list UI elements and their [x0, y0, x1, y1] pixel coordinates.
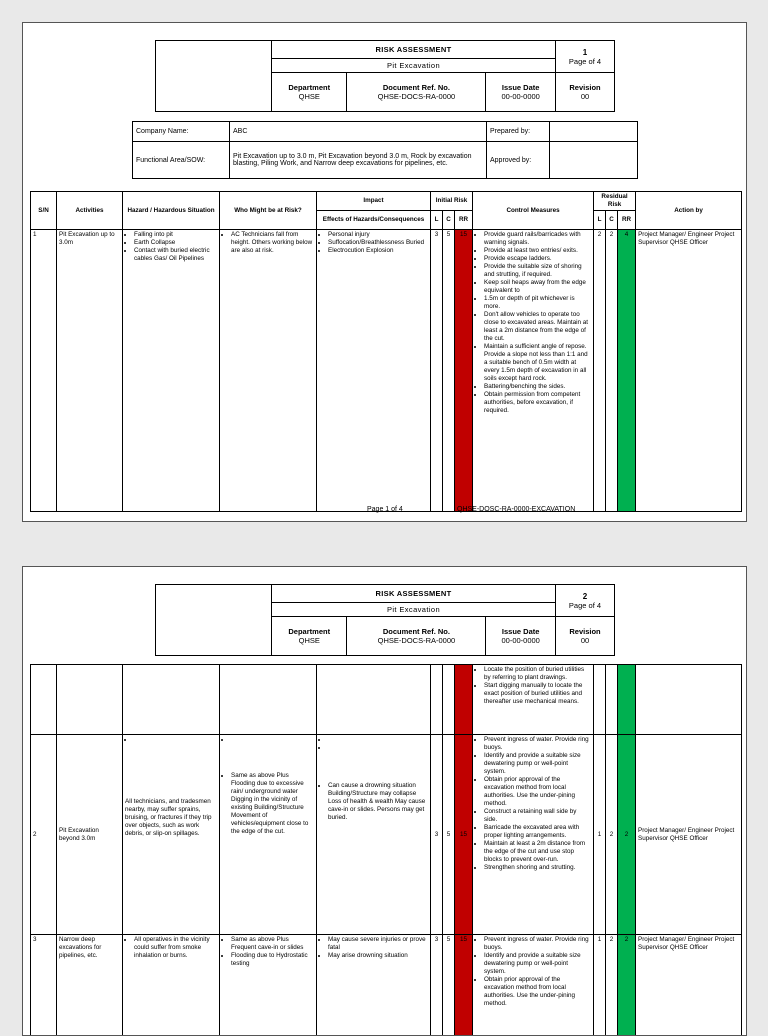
list-item: • Electrocution Explosion: [328, 247, 428, 255]
row-controls: [473, 665, 594, 735]
list-item: • Barricade the excavated area with proper lighting arrangements.: [484, 824, 591, 840]
initial-l: 3: [431, 935, 443, 1036]
row-sn: 1: [31, 230, 57, 512]
row-effects: [317, 735, 431, 935]
list-item: • Strengthen shoring and strutting.: [484, 864, 591, 872]
docref-label: Document Ref. No.: [347, 627, 485, 636]
department-cell: [272, 617, 347, 656]
list-item: • Flooding due to Hydrostatic testing: [231, 952, 314, 968]
row-activity: Pit Excavation beyond 3.0m: [57, 735, 123, 935]
page-indicator: [556, 41, 615, 73]
department-cell: [272, 73, 347, 112]
department-label: Department: [272, 83, 346, 92]
prepared-by-value: [550, 122, 638, 142]
row-controls: [473, 935, 594, 1036]
list-item: • Prevent ingress of water. Provide ring buoys.: [484, 736, 591, 752]
row-activity: Pit Excavation up to 3.0m: [57, 230, 123, 512]
col-initial-l: L: [431, 211, 443, 230]
department-value: QHSE: [272, 92, 346, 101]
page-number: 2: [556, 592, 614, 601]
residual-rr-badge: 2: [618, 735, 636, 935]
residual-rr-badge: 4: [618, 230, 636, 512]
initial-rr-badge: 15: [455, 230, 473, 512]
col-residual-risk: Residual Risk: [594, 192, 636, 211]
row-hazards: [123, 935, 220, 1036]
list-item: • Provide escape ladders.: [484, 255, 591, 263]
list-item: • Don't allow vehicles to operate too close to excavated areas. Maintain at least a 2m distance from the edge of the cut.: [484, 311, 591, 343]
col-initial-rr: RR: [455, 211, 473, 230]
issue-date-label: Issue Date: [486, 83, 555, 92]
footer-ref: QHSE-DOSC-RA-0000-EXCAVATION: [457, 506, 575, 513]
risk-table: [30, 191, 742, 512]
effects-text: Building/Structure may collapse Loss of health & wealth May cause cave-in or slides. Persons may get buried.: [319, 790, 428, 822]
residual-c: 2: [606, 735, 618, 935]
row-effects: [317, 935, 431, 1036]
list-item: • Identify and provide a suitable size dewatering pump or well-point system.: [484, 952, 591, 976]
residual-rr-badge: [618, 665, 636, 735]
initial-rr-badge: 15: [455, 735, 473, 935]
list-item: • All operatives in the vicinity could suffer from smoke inhalation or burns.: [134, 936, 217, 960]
initial-rr-badge: [455, 665, 473, 735]
footer-page: Page 1 of 4: [367, 506, 403, 513]
list-item: • AC Technicians fall from height. Others working below are also at risk.: [231, 231, 314, 255]
revision-label: Revision: [556, 627, 614, 636]
initial-c: 5: [443, 230, 455, 512]
page-total: of 4: [589, 601, 602, 610]
list-item: • Provide guard rails/barricades with warning signals.: [484, 231, 591, 247]
initial-l: 3: [431, 735, 443, 935]
list-item: • Identify and provide a suitable size dewatering pump or well-point system.: [484, 752, 591, 776]
list-item: • Provide at least two entries/ exits.: [484, 247, 591, 255]
initial-l: 3: [431, 230, 443, 512]
list-item: • Falling into pit: [134, 231, 217, 239]
hazard-text: All technicians, and tradesmen nearby, may suffer sprains, bruising, or fractures if they trip over objects, such as work debris, or slip-on spillages.: [125, 798, 217, 838]
row-hazards: [123, 735, 220, 935]
residual-c: 2: [606, 935, 618, 1036]
list-item: • Prevent ingress of water. Provide ring buoys.: [484, 936, 591, 952]
docref-cell: [347, 73, 486, 112]
row-action: Project Manager/ Engineer Project Supervisor QHSE Officer: [636, 735, 742, 935]
list-item: • Personal injury: [328, 231, 428, 239]
col-impact: Impact: [317, 192, 431, 211]
row-sn: 2: [31, 735, 57, 935]
col-action: Action by: [636, 192, 742, 230]
initial-c: 5: [443, 935, 455, 1036]
row-who: [220, 230, 317, 512]
residual-c: 2: [606, 230, 618, 512]
document-header: [155, 40, 615, 112]
list-item: • Same as above Plus Frequent cave-in or slides: [231, 936, 314, 952]
residual-rr-badge: 2: [618, 935, 636, 1036]
logo-area: [156, 585, 272, 656]
list-item: • Locate the position of buried utilities by referring to plant drawings.: [484, 666, 591, 682]
docref-label: Document Ref. No.: [347, 83, 485, 92]
row-effects: [317, 230, 431, 512]
risk-table-continued: [30, 664, 742, 1036]
list-item: • Maintain a sufficient angle of repose. Provide a slope not less than 1:1 and a suitable bench of 0.5m width at every 1.5m depth of excavation in all soils except hard rock.: [484, 343, 591, 383]
list-item: • Obtain prior approval of the excavation method from local authorities. Use the under-pining method.: [484, 976, 591, 1008]
col-who: Who Might be at Risk?: [220, 192, 317, 230]
page-label: Page: [569, 601, 587, 610]
col-control: Control Measures: [473, 192, 594, 230]
revision-value: 00: [556, 636, 614, 645]
list-item: • Can cause a drowning situation: [328, 782, 428, 790]
logo-area: [156, 41, 272, 112]
issue-date-value: 00-00-0000: [486, 92, 555, 101]
list-item: [134, 736, 217, 744]
row-who: [220, 735, 317, 935]
functional-area-label: Functional Area/SOW:: [133, 142, 230, 179]
docref-value: QHSE-DOCS-RA-0000: [347, 92, 485, 101]
row-action: Project Manager/ Engineer Project Supervisor QHSE Officer: [636, 935, 742, 1036]
issue-date-cell: [486, 617, 556, 656]
page-number: 1: [556, 48, 614, 57]
list-item: • May cause severe injuries or prove fatal: [328, 936, 428, 952]
docref-value: QHSE-DOCS-RA-0000: [347, 636, 485, 645]
table-row: [31, 735, 742, 935]
company-name-value: ABC: [230, 122, 487, 142]
col-hazard: Hazard / Hazardous Situation: [123, 192, 220, 230]
list-item: • Suffocation/Breathlessness Buried: [328, 239, 428, 247]
col-effects: Effects of Hazards/Consequences: [317, 211, 431, 230]
table-row: [31, 230, 742, 512]
document-subtitle: Pit Excavation: [272, 603, 556, 617]
department-value: QHSE: [272, 636, 346, 645]
residual-l: 2: [594, 230, 606, 512]
document-subtitle: Pit Excavation: [272, 59, 556, 73]
prepared-by-label: Prepared by:: [487, 122, 550, 142]
issue-date-label: Issue Date: [486, 627, 555, 636]
col-initial-risk: Initial Risk: [431, 192, 473, 211]
issue-date-cell: [486, 73, 556, 112]
list-item: • 1.5m or depth of pit whichever is more.: [484, 295, 591, 311]
list-item: • Obtain prior approval of the excavation method from local authorities. Use the under-pining method.: [484, 776, 591, 808]
list-item: • Battering/benching the sides.: [484, 383, 591, 391]
list-item: • Provide the suitable size of shoring and strutting, if required.: [484, 263, 591, 279]
document-page-1: [22, 22, 747, 522]
residual-l: 1: [594, 735, 606, 935]
col-residual-rr: RR: [618, 211, 636, 230]
list-item: • Construct a retaining wall side by side.: [484, 808, 591, 824]
document-title: RISK ASSESSMENT: [272, 585, 556, 603]
initial-c: 5: [443, 735, 455, 935]
row-controls: [473, 230, 594, 512]
document-header: [155, 584, 615, 656]
row-sn: 3: [31, 935, 57, 1036]
initial-rr-badge: 15: [455, 935, 473, 1036]
approved-by-label: Approved by:: [487, 142, 550, 179]
department-label: Department: [272, 627, 346, 636]
list-item: • Same as above Plus Flooding due to excessive rain/ underground water Digging in the vicinity of existing Building/Structure Movement of vehicles/equipment close to the edge of the cut.: [231, 772, 314, 836]
list-item: • May arise drowning situation: [328, 952, 428, 960]
col-activities: Activities: [57, 192, 123, 230]
page-label: Page: [569, 57, 587, 66]
list-item: • Start digging manually to locate the exact position of buried utilities and thereafter use mechanical means.: [484, 682, 591, 706]
col-residual-l: L: [594, 211, 606, 230]
page-indicator: [556, 585, 615, 617]
revision-cell: [556, 617, 615, 656]
company-name-label: Company Name:: [133, 122, 230, 142]
list-item: [231, 736, 314, 744]
residual-l: 1: [594, 935, 606, 1036]
issue-date-value: 00-00-0000: [486, 636, 555, 645]
row-who: [220, 935, 317, 1036]
company-info-table: [132, 121, 638, 179]
table-row: [31, 665, 742, 735]
list-item: • Contact with buried electric cables Gas/ Oil Pipelines: [134, 247, 217, 263]
document-page-2: [22, 566, 747, 1036]
revision-label: Revision: [556, 83, 614, 92]
list-item: [328, 736, 428, 744]
approved-by-value: [550, 142, 638, 179]
row-controls: [473, 735, 594, 935]
col-residual-c: C: [606, 211, 618, 230]
docref-cell: [347, 617, 486, 656]
list-item: • Earth Collapse: [134, 239, 217, 247]
functional-area-value: Pit Excavation up to 3.0 m, Pit Excavation beyond 3.0 m, Rock by excavation blasting, Piling Work, and Narrow deep excavations for pipelines, etc.: [230, 142, 487, 179]
col-initial-c: C: [443, 211, 455, 230]
table-row: [31, 935, 742, 1036]
col-sn: S/N: [31, 192, 57, 230]
row-action: Project Manager/ Engineer Project Supervisor QHSE Officer: [636, 230, 742, 512]
page-total: of 4: [589, 57, 602, 66]
row-activity: Narrow deep excavations for pipelines, etc.: [57, 935, 123, 1036]
row-hazards: [123, 230, 220, 512]
list-item: • Maintain at least a 2m distance from the edge of the cut and use stop blocks to prevent over-run.: [484, 840, 591, 864]
revision-value: 00: [556, 92, 614, 101]
list-item: • Keep soil heaps away from the edge equivalent to: [484, 279, 591, 295]
list-item: • Obtain permission from competent authorities, before excavation, if required.: [484, 391, 591, 415]
document-title: RISK ASSESSMENT: [272, 41, 556, 59]
list-item: [328, 744, 428, 752]
revision-cell: [556, 73, 615, 112]
